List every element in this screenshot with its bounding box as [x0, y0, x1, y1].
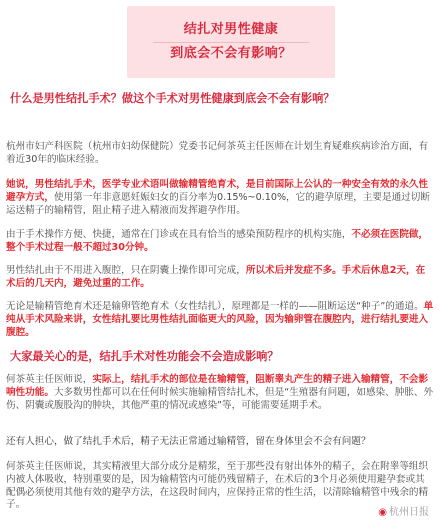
body-text: 使用第一年非意愿妊娠妇女的百分率为0.15%~0.10%，它的避孕原理，主要是通过切断运送精子的输精管，阻止精子进入精液而发挥避孕作用。: [6, 191, 430, 216]
weibo-icon: ◉: [378, 507, 387, 518]
watermark-text: 杭州日报: [389, 507, 429, 518]
paragraph-sexual-function: [6, 374, 434, 412]
paragraph-procedure: [6, 229, 434, 255]
highlight-text: 不必须在医院做，整个手术过程一般不超过30分钟。: [6, 229, 429, 253]
title-banner: [127, 6, 335, 78]
highlight-text: 单纯从手术风险来讲，女性结扎要比男性结扎面临更大的风险，因为输卵管在腹腔内，进行结扎要进入腹腔。: [6, 301, 434, 338]
highlight-text: 所以术后并发症不多。手术后休息2天，在术后的几天内，避免过重的工作。: [6, 265, 426, 289]
highlight-text: 她说，男性结扎手术，医学专业术语叫做输精管绝育术，是目前国际上公认的一种安全有效的永久性避孕方式，: [6, 179, 429, 203]
body-text: 何茶英主任医师说，: [6, 374, 93, 385]
paragraph-comparison: [6, 301, 434, 339]
banner-title-line-1: 结扎对男性健康: [183, 22, 279, 37]
paragraph-explanation: 何茶英主任医师说，其实精液里大部分成分是精浆，至于那些没有射出体外的精子，会在附睾等组织内被人体吸收，特别重要的是，因为输精管内可能仍残留精子，在术后的3个月必须使用避孕套或其配偶必须使用其他有效的避孕方法，在这段时间内，应保持正常的性生活，以清除输精管中残余的精子。: [6, 461, 429, 511]
question-heading-1: 什么是男性结扎手术？做这个手术对男性健康到底会不会有影响？: [10, 92, 335, 105]
banner-title-line-2: 到底会不会有影响？: [170, 46, 292, 61]
highlight-text: 实际上，结扎手术的部位是在输精管，阻断睾丸产生的精子进入输精管，不会影响性功能。: [6, 374, 429, 398]
body-text: 大多数男性都可以在任何时候实施输精管结扎术，但是“生殖器有问题，如感染、肿胀、外伤、阴囊或腹股沟的肿块，其他严重的情况或感染”等，可能需要延期手术。: [6, 386, 434, 411]
banner-divider: [153, 42, 309, 43]
body-text: 男性结扎由于不用进入腹腔，只在阴囊上操作即可完成，: [6, 265, 246, 276]
paragraph-concern: 还有人担心，做了结扎手术后，精子无法正常通过输精管，留在身体里会不会有问题？: [6, 436, 371, 447]
body-text: 无论是输精管绝育术还是输卵管绝育术（女性结扎），原理都是一样的——阻断运送“种子”的通道。: [6, 301, 424, 312]
question-heading-2: 大家最关心的是，结扎手术对性功能会不会造成影响？: [10, 350, 279, 363]
weibo-watermark: [375, 502, 432, 519]
body-text: 由于手术操作方便、快捷，通常在门诊或在具有恰当的感染预防程序的机构实施，: [6, 229, 352, 240]
paragraph-definition: [6, 179, 434, 217]
paragraph-intro: 杭州市妇产科医院（杭州市妇幼保健院）党委书记何茶英主任医师在计划生育疑难疾病诊治方面，有着近30年的临床经验。: [6, 141, 429, 165]
paragraph-recovery: [6, 265, 434, 291]
